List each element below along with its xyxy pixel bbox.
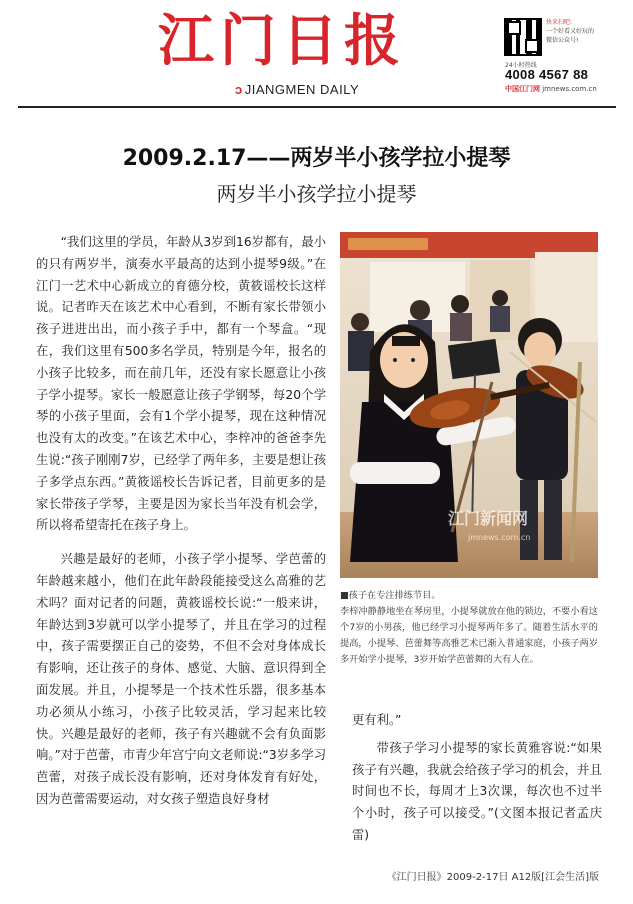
- paragraph-1: “我们这里的学员，年龄从3岁到16岁都有，最小的只有两岁半，演奏水平最高的达到小提琴9级。”在江门一艺术中心新成立的育德分校，黄筱谣校长这样说。记者昨天在该艺术中心看到，不断有家长带领小孩子进进出出，而小孩子手中，都有一个琴盒。“现在，我们这里有500多名学员，特别是今年，报名的小孩子比较多，而在前几年，还没有家长愿意让小孩子学小提琴。家长一般愿意让孩子学钢琴，每20个学琴的小孩子里面，会有1个学小提琴，现在这种情况也没有太的改变。”在该艺术中心，李梓冲的爸爸李先生说:“孩子刚刚7岁，已经学了两年多，主要是想让孩子多学点东西。”黄筱谣校长告诉记者，目前更多的是家长带孩子学琴，主要是因为家长当年没有机会学，所以将希望寄托在孩子身上。: [36, 235, 326, 533]
- qr-line-3: 微信公众号!: [546, 37, 579, 44]
- site-url: jmnews.com.cn: [542, 85, 597, 93]
- qr-line-1: 快来扫吧:: [546, 19, 573, 26]
- swirl-icon: ↄ: [235, 82, 243, 97]
- site-name: 中国江门网: [505, 85, 540, 93]
- continued-line: 更有利。”: [352, 713, 402, 727]
- masthead-divider: [18, 106, 616, 108]
- caption-head: ■孩子在专注排练节目。: [340, 590, 441, 601]
- newspaper-logo-english: [235, 82, 359, 97]
- photo-illustration: [340, 232, 598, 578]
- article-subtitle: 两岁半小孩学拉小提琴: [216, 182, 417, 206]
- source-footer: 《江门日报》2009-2-17日 A12版[江会生活]版: [386, 872, 599, 883]
- site-info: [505, 84, 597, 94]
- photo-caption: [340, 588, 598, 668]
- article-body-right: [352, 710, 602, 847]
- qr-promo-text: [546, 18, 616, 45]
- newspaper-logo: 江门日报: [158, 8, 406, 74]
- qr-line-2: 一个好看又好玩的: [546, 28, 595, 35]
- masthead: [0, 0, 633, 108]
- logo-en-text: JIANGMEN DAILY: [244, 82, 360, 97]
- article-title: 2009.2.17——两岁半小孩学拉小提琴: [122, 146, 511, 171]
- article-body-left: [36, 232, 326, 811]
- caption-body: 李梓冲静静地坐在琴房里，小提琴就放在他的锁边，不要小看这个7岁的小男孩，他已经学习小提琴两年多了。随着生活水平的提高，小提琴、芭蕾舞等高雅艺术已渐入普通家庭，小孩子两岁多开始学小提琴，3岁开始学芭蕾舞的大有人在。: [340, 606, 598, 665]
- paragraph-2: 兴趣是最好的老师，小孩子学小提琴、学芭蕾的年龄越来越小，他们在此年龄段能接受这么高雅的艺术吗？面对记者的问题，黄筱谣校长说:“一般来讲，年龄达到3岁就可以学小提琴了，并且在学习的过程中，孩子需要摆正自己的姿势，不但不会对身体成长有影响，还让孩子的身体、感觉、大脑、意识得到全面发展。并且，小提琴是一个技术性乐器，很多基本功必须从小练习，小孩子比较灵活，学习起来比较快。兴趣是最好的老师，孩子有兴趣就不会有负面影响。”对于芭蕾，市青少年宫宁向文老师说:“3岁多学习芭蕾，对孩子成长没有影响，还对身体发育有好处，因为芭蕾需要运动，对女孩子塑造良好身材: [36, 552, 326, 806]
- photo-watermark-url: jmnews.com.cn: [468, 533, 531, 542]
- qr-code-icon: [504, 18, 542, 56]
- article-photo: [340, 232, 598, 578]
- photo-watermark: 江门新闻网: [448, 509, 529, 528]
- hotline-label: 24小时热线: [505, 62, 537, 69]
- hotline-number: 4008 4567 88: [505, 67, 589, 82]
- paragraph-3: 带孩子学习小提琴的家长黄雅容说:“如果孩子有兴趣，我就会给孩子学习的机会，并且时间也不长，每周才上3次课，每次也不过半个小时，孩子可以接受。”(文图本报记者孟庆雷): [352, 740, 602, 842]
